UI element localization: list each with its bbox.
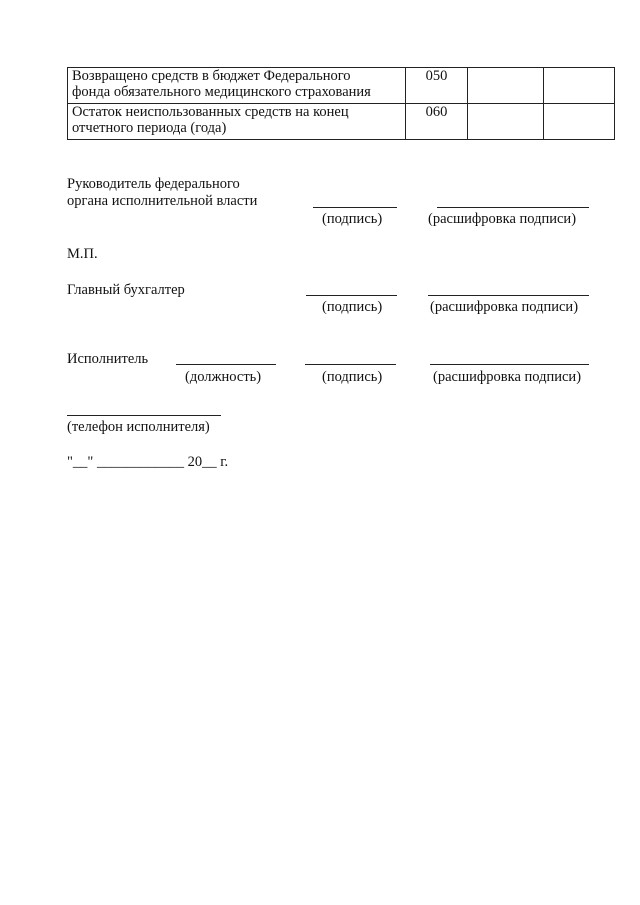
executor-title: Исполнитель <box>67 351 149 367</box>
row-name-line: фонда обязательного медицинского страхования <box>72 84 371 100</box>
report-table <box>67 67 615 140</box>
executor-signature-caption: (подпись) <box>322 369 383 385</box>
executor-decoding-line[interactable] <box>430 364 589 365</box>
row-name-line: Возвращено средств в бюджет Федерального <box>72 68 351 84</box>
head-signature-caption: (подпись) <box>322 211 383 227</box>
value-cell <box>468 68 544 104</box>
head-title-line: Руководитель федерального <box>67 176 240 192</box>
executor-signature-line[interactable] <box>305 364 396 365</box>
value-cell <box>468 104 544 140</box>
row-name-cell <box>68 68 406 104</box>
date-field[interactable]: "__" ____________ 20__ г. <box>67 454 229 470</box>
executor-decoding-caption: (расшифровка подписи) <box>433 369 582 385</box>
executor-position-caption: (должность) <box>185 369 262 385</box>
accountant-signature-line[interactable] <box>306 295 397 296</box>
accountant-decoding-caption: (расшифровка подписи) <box>430 299 579 315</box>
accountant-title: Главный бухгалтер <box>67 282 185 298</box>
executor-position-line[interactable] <box>176 364 276 365</box>
table-row <box>68 104 615 140</box>
row-name-line: Остаток неиспользованных средств на конец <box>72 104 349 120</box>
table-row <box>68 68 615 104</box>
row-code-cell: 050 <box>406 68 468 104</box>
row-name-cell <box>68 104 406 140</box>
row-code-cell: 060 <box>406 104 468 140</box>
stamp-label: М.П. <box>67 246 98 262</box>
accountant-decoding-line[interactable] <box>428 295 589 296</box>
head-signature-line[interactable] <box>313 207 397 208</box>
phone-caption: (телефон исполнителя) <box>67 419 210 435</box>
value-cell <box>544 68 615 104</box>
phone-line[interactable] <box>67 415 221 416</box>
head-decoding-line[interactable] <box>437 207 589 208</box>
head-decoding-caption: (расшифровка подписи) <box>428 211 577 227</box>
accountant-signature-caption: (подпись) <box>322 299 383 315</box>
head-title-line: органа исполнительной власти <box>67 193 258 209</box>
value-cell <box>544 104 615 140</box>
row-name-line: отчетного периода (года) <box>72 120 227 136</box>
